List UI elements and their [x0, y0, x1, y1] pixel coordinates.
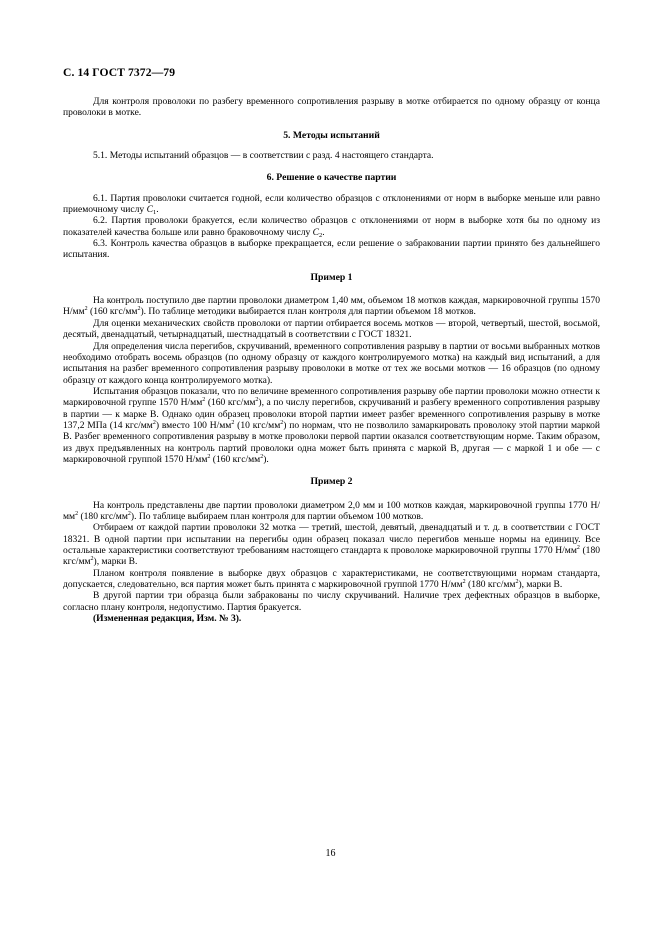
intro-paragraph: Для контроля проволоки по разбегу временного сопротивления разрыву в мотке отбирается по одному образцу от конца проволоки в мотке. — [63, 96, 600, 119]
example-2-paragraph-3: Планом контроля появление в выборке двух образцов с характеристиками, не соответствующими нормам стандарта, допускается, следовательно, вся партия может быть принята с маркировочной группой 1770 $Н/мм^2$ (180 кгс/$мм^2$), марки В. — [63, 567, 600, 591]
example-1-paragraph-4: Испытания образцов показали, что по величине временного сопротивления разрыву обе партии проволоки можно отнести к маркировочной группе 1570 $Н/мм^2$ (160 кгс/$мм^2$), а по числу перегибов, скручиваний и разбегу временного сопротивления разрыву в партии — к марке В. Однако один образец проволоки второй партии имеет разбег временного сопротивления разрыву в мотке 137,2 МПа (14 кгс/$мм^2$) вместо 100 $Н/мм^2$ (10 кгс/$мм^2$) по нормам, что не позволило замаркировать проволоку этой партии маркой В. Разбег временного сопротивления разрыву в мотке проволоки первой партии оказался соответствующим норме. Таким образом, из двух предъявленных на контроль партий проволоки одна может быть принята с маркой В, другая — с маркой 1 и обе — с маркировочной группой 1570 $Н/мм^2$ (160 кгс/$мм^2$). — [63, 385, 600, 465]
example-2-paragraph-4: В другой партии три образца были забракованы по числу скручиваний. Наличие трех дефектных образцов в выборке, согласно плану контроля, недопустимо. Партия бракуется. — [63, 590, 600, 613]
page-number: 16 — [325, 848, 336, 859]
paragraph-6-1: 6.1. Партия проволоки считается годной, если количество образцов с отклонениями от норм в выборке меньше или равно приемочному числу $C_1$. — [63, 192, 600, 217]
paragraph-6-3: 6.3. Контроль качества образцов в выборке прекращается, если решение о забраковании партии принято без дальнейшего испытания. — [63, 238, 600, 261]
example-1-paragraph-2: Для оценки механических свойств проволоки от партии отбирается восемь мотков — второй, четвертый, шестой, восьмой, десятый, двенадцатый, четырнадцатый, шестнадцатый в соответствии с ГОСТ 18321. — [63, 317, 600, 341]
example-1-paragraph-3: Для определения числа перегибов, скручиваний, временного сопротивления разрыву в партии от восьми выбранных мотков необходимо отобрать восемь образцов (по одному образцу от каждого контролируемого мотка) на каждый вид испытаний, а для испытания на разбег временного сопротивления разрыву проволоки в мотке от тех же восьми мотков — 16 образцов (по одному образцу от каждого конца контролируемого мотка). — [63, 340, 600, 386]
c2-symbol: C — [312, 226, 319, 238]
example-1-paragraph-1: На контроль поступило две партии проволоки диаметром 1,40 мм, объемом 18 мотков каждая, маркировочной группы 1570 $Н/мм^2$ (160 кгс/$мм^2$). По таблице методики выбирается план контроля для партии объемом 18 мотков. — [63, 295, 600, 318]
paragraph-6-2: 6.2. Партия проволоки бракуется, если количество образцов с отклонениями от норм в выборке хотя бы по одному из показателей качества больше или равно браковочному числу $C_2$. — [63, 215, 600, 239]
example-2-paragraph-2: Отбираем от каждой партии проволоки 32 мотка — третий, шестой, девятый, двенадцатый и т. д. в соответствии с ГОСТ 18321. В одной партии при испытании на перегибы один образец показал число перегибов меньше нормы на единицу. Все остальные характеристики соответствуют требованиям настоящего стандарта к проволоке маркировочной группы 1770 $Н/мм^2$ (180 кгс/$мм^2$), марки В. — [63, 522, 600, 568]
c1-symbol: C — [146, 204, 153, 216]
paragraph-5-1: 5.1. Методы испытаний образцов — в соответствии с разд. 4 настоящего стандарта. — [93, 150, 434, 162]
example-2-paragraph-1: На контроль представлены две партии проволоки диаметром 2,0 мм и 100 мотков каждая, маркировочной группы 1770 $Н/мм^2$ (180 кгс/$мм^2$). По таблице выбираем план контроля для партии объемом 100 мотков. — [63, 499, 600, 522]
section-6-heading: 6. Решение о качестве партии — [266, 172, 397, 184]
amendment-note: (Измененная редакция, Изм. № 3). — [93, 613, 242, 625]
section-5-heading: 5. Методы испытаний — [283, 129, 380, 141]
example-2-heading: Пример 2 — [310, 476, 353, 488]
page-header: С. 14 ГОСТ 7372—79 — [63, 66, 176, 79]
document-body — [63, 96, 600, 624]
example-1-heading: Пример 1 — [310, 271, 353, 283]
